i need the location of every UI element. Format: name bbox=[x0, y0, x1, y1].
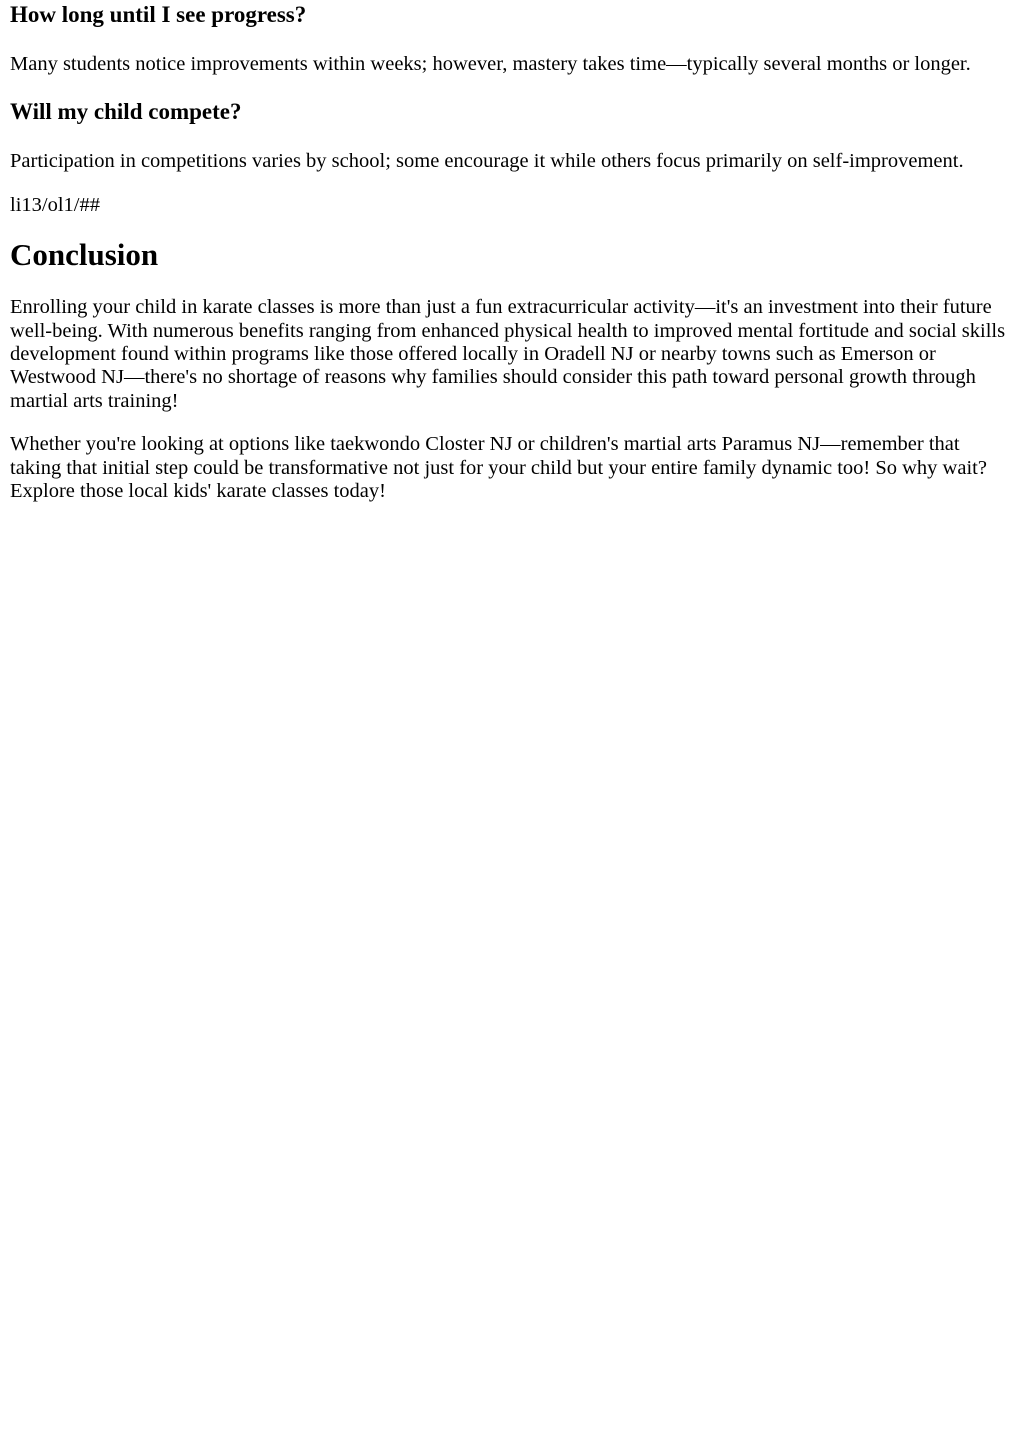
conclusion-paragraph-1: Enrolling your child in karate classes is more than just a fun extracurricular activity—it's an investment into their future well-being. With numerous benefits ranging from enhanced physical health to improved mental fortitude and social skills development found within programs like those offered locally in Oradell NJ or nearby towns such as Emerson or Westwood NJ—there's no shortage of reasons why families should consider this path toward personal growth through martial arts training! bbox=[10, 296, 1006, 412]
faq-answer-progress: Many students notice improvements within weeks; however, mastery takes time—typically several months or longer. bbox=[10, 53, 971, 75]
faq-question-compete: Will my child compete? bbox=[10, 99, 242, 125]
faq-answer-compete: Participation in competitions varies by school; some encourage it while others focus primarily on self-improvement. bbox=[10, 150, 964, 173]
article-content bbox=[0, 1, 1024, 503]
conclusion-paragraph-2: Whether you're looking at options like taekwondo Closter NJ or children's martial arts Paramus NJ—remember that taking that initial step could be transformative not just for your child but your entire family dynamic too! So why wait? Explore those local kids' karate classes today! bbox=[10, 433, 987, 503]
stray-marker-text: li13/ol1/## bbox=[10, 193, 100, 216]
conclusion-heading: Conclusion bbox=[10, 237, 159, 273]
faq-question-progress: How long until I see progress? bbox=[10, 2, 307, 27]
